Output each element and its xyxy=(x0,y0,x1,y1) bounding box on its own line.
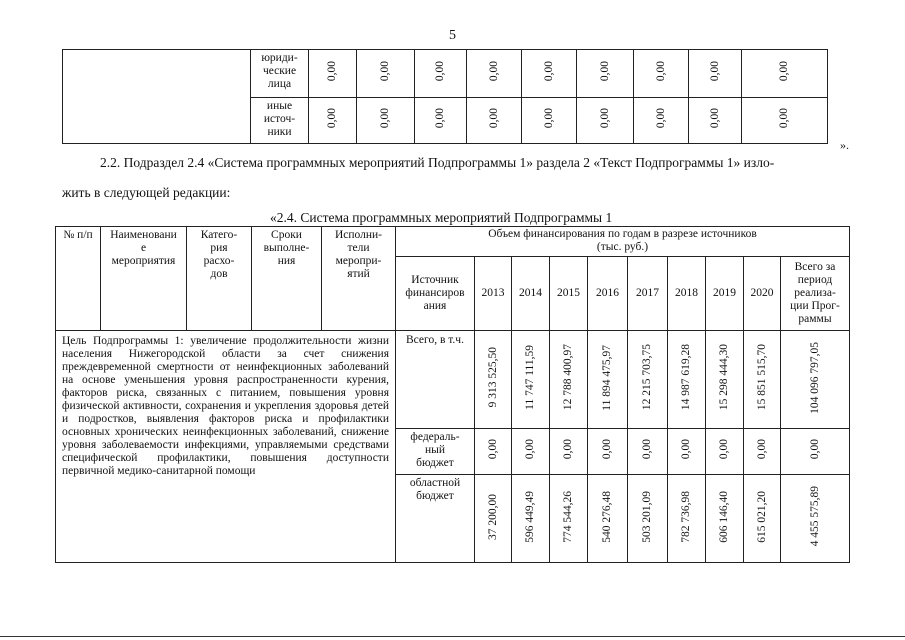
row-label: юриди- ческие лица xyxy=(251,50,309,98)
value-cell: 0,00 xyxy=(718,439,730,460)
value-cell: 0,00 xyxy=(326,61,338,82)
value-cell: 0,00 xyxy=(434,61,446,82)
closing-mark: ». xyxy=(840,138,849,152)
source-label: федераль- ный бюджет xyxy=(396,429,475,475)
value-cell: 0,00 xyxy=(808,439,821,460)
value-cell: 4 455 575,89 xyxy=(808,486,821,547)
value-cell: 37 200,00 xyxy=(486,493,499,540)
value-cell: 782 736,98 xyxy=(680,490,692,543)
value-cell: 596 449,49 xyxy=(524,490,536,543)
col-header-year: 2016 xyxy=(588,257,628,331)
value-cell: 15 298 444,30 xyxy=(718,344,730,411)
value-cell: 0,00 xyxy=(486,439,499,460)
paragraph-line-1: 2.2. Подраздел 2.4 «Система программных мероприятий Подпрограммы 1» раздела 2 «Текст Подпрограммы 1» изло- xyxy=(100,155,775,170)
value-cell: 12 788 400,97 xyxy=(562,344,574,411)
value-cell: 0,00 xyxy=(680,439,692,460)
col-header-deadline: Сроки выполне- ния xyxy=(252,227,322,331)
scan-edge-line xyxy=(0,636,905,637)
value-cell: 0,00 xyxy=(654,61,667,82)
section-title: «2.4. Система программных мероприятий Подпрограммы 1 xyxy=(270,210,613,225)
value-cell: 0,00 xyxy=(755,439,768,460)
value-cell: 11 894 475,97 xyxy=(601,344,613,411)
value-cell: 0,00 xyxy=(641,439,653,460)
value-cell: 104 096 797,05 xyxy=(808,341,821,414)
source-label: Всего, в т.ч. xyxy=(396,331,475,429)
value-cell: 0,00 xyxy=(601,439,613,460)
col-header-year: 2015 xyxy=(550,257,588,331)
value-cell: 615 021,20 xyxy=(755,490,768,543)
value-cell: 0,00 xyxy=(487,61,500,82)
value-cell: 0,00 xyxy=(542,61,555,82)
header-row xyxy=(56,227,850,257)
col-header-executors: Исполни- тели меропри- ятий xyxy=(322,227,396,331)
top-continuation-table xyxy=(62,49,828,144)
program-activities-table xyxy=(55,226,850,563)
col-header-funding-group: Объем финансирования по годам в разрезе источников (тыс. руб.) xyxy=(396,227,850,257)
col-header-year: 2013 xyxy=(475,257,512,331)
value-cell: 9 313 525,50 xyxy=(486,347,499,408)
value-cell: 503 201,09 xyxy=(641,490,653,543)
empty-cell xyxy=(63,50,251,144)
col-header-year: 2019 xyxy=(706,257,744,331)
col-header-num: № п/п xyxy=(56,227,101,331)
value-cell: 0,00 xyxy=(434,108,446,129)
value-cell: 0,00 xyxy=(487,108,500,129)
col-header-year: 2018 xyxy=(668,257,706,331)
value-cell: 0,00 xyxy=(708,108,721,129)
col-header-source: Источник финансиров ания xyxy=(396,257,475,331)
table-row xyxy=(56,331,850,429)
col-header-name: Наименовани е мероприятия xyxy=(101,227,187,331)
col-header-year: 2014 xyxy=(512,257,550,331)
value-cell: 540 276,48 xyxy=(601,490,613,543)
value-cell: 0,00 xyxy=(524,439,536,460)
value-cell: 0,00 xyxy=(654,108,667,129)
value-cell: 774 544,26 xyxy=(562,490,574,543)
value-cell: 0,00 xyxy=(379,108,391,129)
col-header-total: Всего за период реализа- ции Прог- раммы xyxy=(781,257,850,331)
value-cell: 14 987 619,28 xyxy=(680,344,692,411)
value-cell: 12 215 703,75 xyxy=(641,344,653,411)
value-cell: 0,00 xyxy=(562,439,574,460)
value-cell: 0,00 xyxy=(379,61,391,82)
col-header-year: 2017 xyxy=(628,257,668,331)
value-cell: 0,00 xyxy=(542,108,555,129)
value-cell: 0,00 xyxy=(598,108,611,129)
goal-text: Цель Подпрограммы 1: увеличение продолжительности жизни населения Нижегородской области за счет снижения преждевременной смертности от неинфекционных заболеваний на основе уменьшения уровня распространенности курения, факторов риска, связанных с питанием, повышения уровня физической активности, сохранения и укрепления здоровья детей и подростков, выявления факторов риска и профилактики основных хронических неинфекционных заболеваний, снижение уровня заболеваемости инфекциями, управляемыми средствами специфической профилактики, повышения доступности первичной медико-санитарной помощи xyxy=(56,331,396,563)
value-cell: 0,00 xyxy=(326,108,338,129)
value-cell: 606 146,40 xyxy=(718,490,730,543)
page-number: 5 xyxy=(449,28,456,43)
value-cell: 0,00 xyxy=(598,61,611,82)
value-cell: 0,00 xyxy=(778,108,790,129)
col-header-year: 2020 xyxy=(744,257,781,331)
paragraph-line-2: жить в следующей редакции: xyxy=(62,185,231,200)
source-label: областной бюджет xyxy=(396,475,475,563)
value-cell: 11 747 111,59 xyxy=(524,345,536,410)
row-label: иные источ- ники xyxy=(251,98,309,144)
value-cell: 0,00 xyxy=(708,61,721,82)
value-cell: 15 851 515,70 xyxy=(755,344,768,411)
value-cell: 0,00 xyxy=(778,61,790,82)
table-row xyxy=(63,50,828,98)
col-header-category: Катего- рия расхо- дов xyxy=(187,227,252,331)
